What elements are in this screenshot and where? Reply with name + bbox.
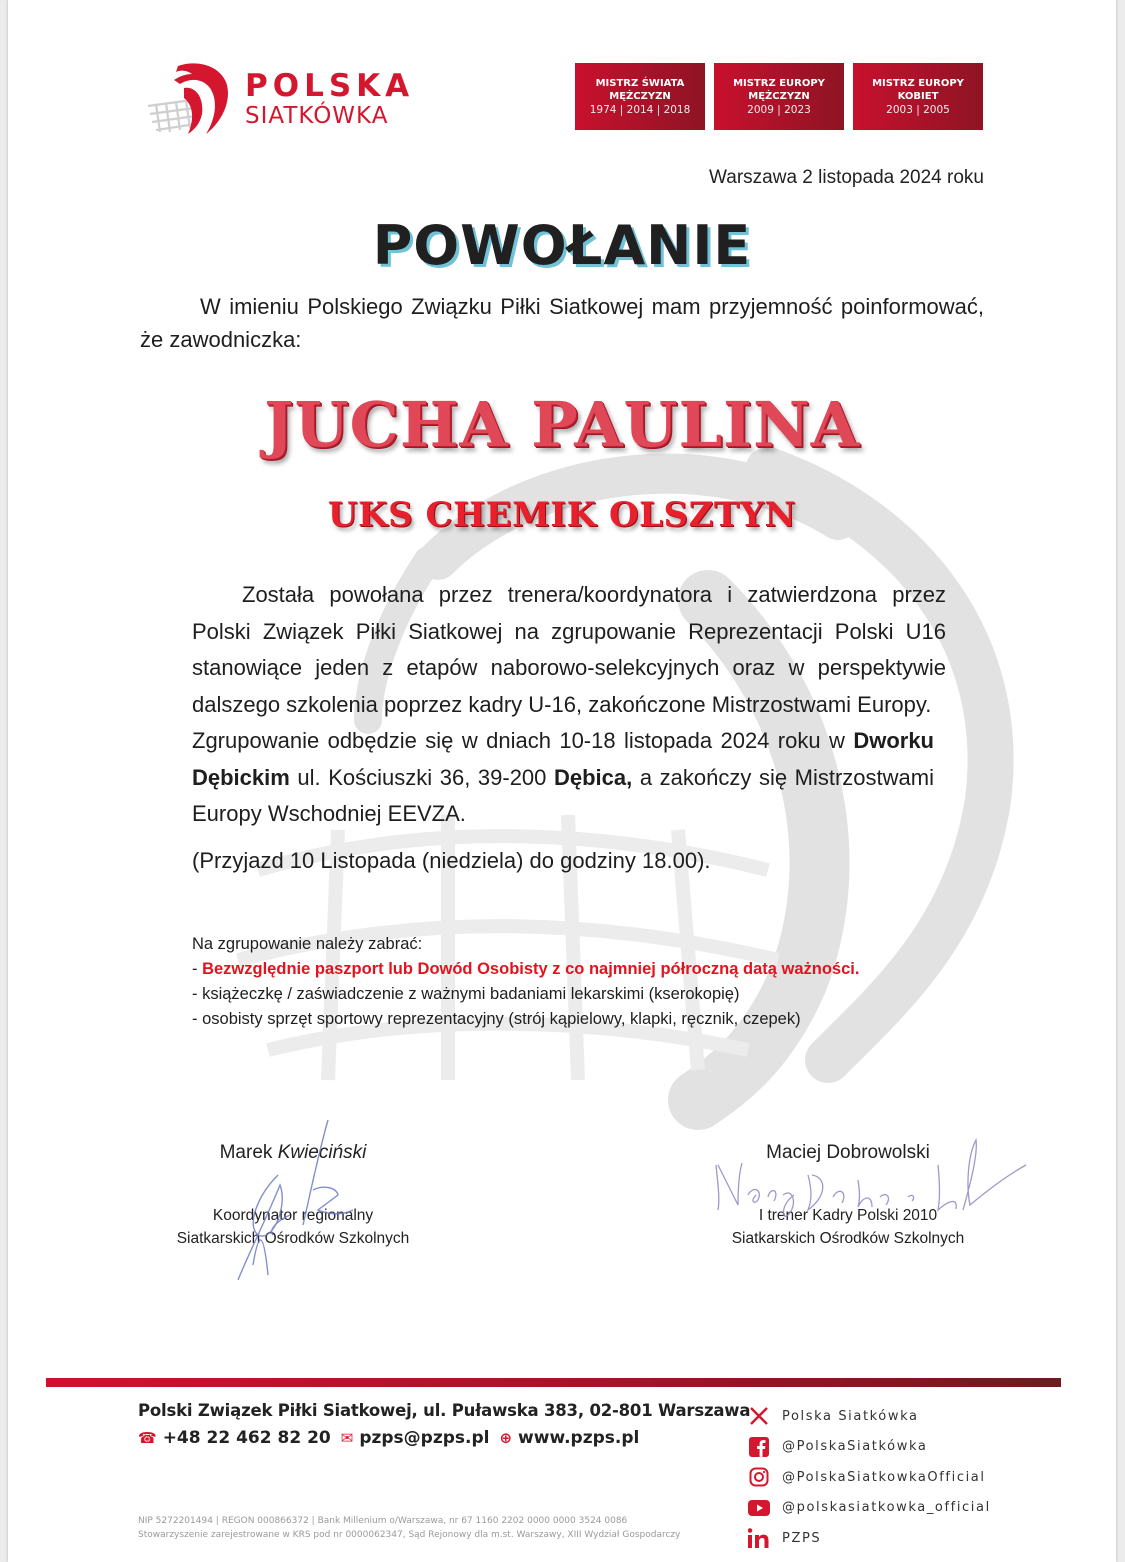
logo-text-siatkowka: SIATKÓWKA xyxy=(245,103,389,129)
document-title: POWOŁANIE xyxy=(372,214,752,277)
badge-european-champion-men: MISTRZ EUROPY MĘŻCZYZN 2009 | 2023 xyxy=(714,63,844,130)
x-icon xyxy=(748,1405,770,1427)
document-page xyxy=(8,0,1116,1562)
phone-icon: ☎ xyxy=(138,1429,157,1447)
list-item: - osobisty sprzęt sportowy reprezentacyjny (strój kąpielowy, klapki, ręcznik, czepek) xyxy=(192,1010,801,1028)
signature-block-coach xyxy=(703,1142,993,1250)
player-name: JUCHA PAULINA xyxy=(264,388,860,461)
youtube-icon xyxy=(748,1497,770,1519)
social-link-linkedin[interactable]: PZPS xyxy=(748,1523,991,1554)
footer-divider xyxy=(46,1378,1061,1387)
items-heading: Na zgrupowanie należy zabrać: xyxy=(192,935,423,953)
arrival-info: (Przyjazd 10 Listopada (niedziela) do godziny 18.00). xyxy=(192,847,711,873)
signature-block-coordinator xyxy=(148,1142,438,1250)
city-name: Dębica, xyxy=(553,764,633,790)
social-links xyxy=(748,1401,991,1554)
document-date: Warszawa 2 listopada 2024 roku xyxy=(709,167,984,188)
list-item: - książeczkę / zaświadczenie z ważnymi badaniami lekarskimi (kserokopię) xyxy=(192,985,740,1003)
envelope-icon: ✉ xyxy=(340,1429,354,1447)
facebook-icon xyxy=(748,1436,770,1458)
phone-contact[interactable]: ☎ +48 22 462 82 20 xyxy=(138,1428,331,1448)
linkedin-icon xyxy=(748,1527,770,1549)
signatory-role: I trener Kadry Polski 2010 Siatkarskich Ośrodków Szkolnych xyxy=(731,1207,965,1247)
social-link-facebook[interactable]: @PolskaSiatkówka xyxy=(748,1432,991,1463)
globe-icon: ⊕ xyxy=(499,1429,513,1447)
venue-name: Dworku Dębickim xyxy=(192,728,934,790)
items-to-bring xyxy=(192,932,972,1032)
paragraph-camp-details: Zgrupowanie odbędzie się w dniach 10-18 listopada 2024 roku w Dworku Dębickim ul. Kościuszki 36, 39-200 Dębica, a zakończy się Mistrzostwami Europy Wschodniej EEVZA. xyxy=(192,728,934,826)
footer-legal-info: NIP 5272201494 | REGON 000866372 | Bank Millenium o/Warszawa, nr 67 1160 2202 0000 0000 3524 0086 Stowarzyszenie zarejestrowane w KRS pod nr 0000062347, Sąd Rejonowy dla m.st. Warszawy, XIII Wydział Gospodarczy xyxy=(138,1516,681,1540)
instagram-icon xyxy=(748,1466,770,1488)
championship-badges xyxy=(575,63,983,130)
list-item: - Bezwzględnie paszport lub Dowód Osobisty z co najmniej półroczną datą ważności. xyxy=(192,960,860,978)
eagle-logo-icon xyxy=(140,58,240,138)
social-link-x[interactable]: Polska Siatkówka xyxy=(748,1401,991,1432)
social-link-youtube[interactable]: @polskasiatkowka_official xyxy=(748,1493,991,1524)
logo-text-polska: POLSKA xyxy=(245,68,415,104)
badge-european-champion-women: MISTRZ EUROPY KOBIET 2003 | 2005 xyxy=(853,63,983,130)
signatory-name: Marek Kwieciński xyxy=(219,1142,367,1163)
social-link-instagram[interactable]: @PolskaSiatkowkaOfficial xyxy=(748,1462,991,1493)
footer-address: Polski Związek Piłki Siatkowej, ul. Puławska 383, 02-801 Warszawa xyxy=(138,1401,751,1420)
club-name: UKS CHEMIK OLSZTYN xyxy=(327,495,797,535)
badge-world-champion-men: MISTRZ ŚWIATA MĘŻCZYZN 1974 | 2014 | 2018 xyxy=(575,63,705,130)
website-link[interactable]: ⊕ www.pzps.pl xyxy=(499,1428,640,1448)
paragraph-nomination: Została powołana przez trenera/koordynatora i zatwierdzona przez Polski Związek Piłki Siatkowej na zgrupowanie Reprezentacji Polski U16 stanowiące jeden z etapów naborowo-selekcyjnych oraz w perspektywie dalszego szkolenia poprzez kadry U-16, zakończone Mistrzostwami Europy. xyxy=(192,582,946,717)
polska-siatkowka-logo xyxy=(140,58,415,138)
footer-contacts xyxy=(138,1428,649,1448)
intro-paragraph: W imieniu Polskiego Związku Piłki Siatkowej mam przyjemność poinformować, że zawodniczka: xyxy=(140,294,984,352)
email-link[interactable]: ✉ pzps@pzps.pl xyxy=(340,1428,490,1448)
signatory-role: Koordynator regionalny Siatkarskich Ośrodków Szkolnych xyxy=(176,1207,410,1247)
signatory-name: Maciej Dobrowolski xyxy=(766,1142,930,1163)
body-text xyxy=(192,577,946,879)
